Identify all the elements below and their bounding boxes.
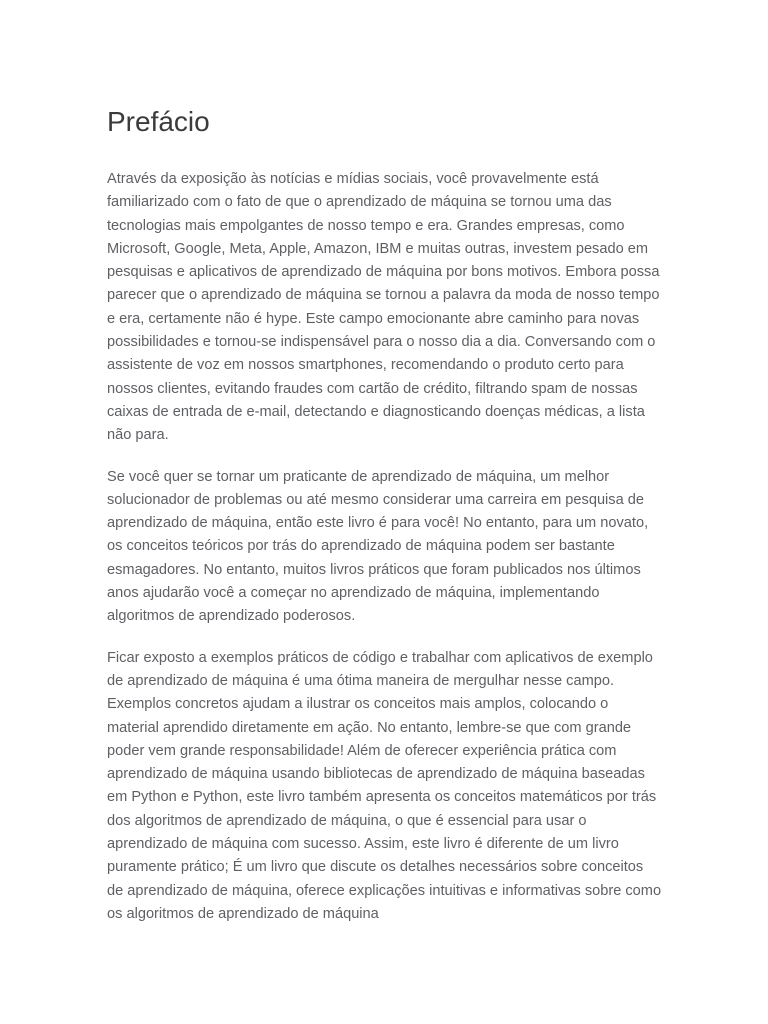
- paragraph-1: Através da exposição às notícias e mídias sociais, você provavelmente está familiarizado com o fato de que o aprendizado de máquina se tornou uma das tecnologias mais empolgantes de nosso tempo e era. Grandes empresas, como Microsoft, Google, Meta, Apple, Amazon, IBM e muitas outras, investem pesado em pesquisas e aplicativos de aprendizado de máquina por bons motivos. Embora possa parecer que o aprendizado de máquina se tornou a palavra da moda de nosso tempo e era, certamente não é hype. Este campo emocionante abre caminho para novas possibilidades e tornou-se indispensável para o nosso dia a dia. Conversando com o assistente de voz em nossos smartphones, recomendando o produto certo para nossos clientes, evitando fraudes com cartão de crédito, filtrando spam de nossas caixas de entrada de e-mail, detectando e diagnosticando doenças médicas, a lista não para.: [107, 171, 660, 444]
- document-content: [107, 100, 663, 944]
- paragraph-2: Se você quer se tornar um praticante de aprendizado de máquina, um melhor solucionador de problemas ou até mesmo considerar uma carreira em pesquisa de aprendizado de máquina, então este livro é para você! No entanto, para um novato, os conceitos teóricos por trás do aprendizado de máquina podem ser bastante esmagadores. No entanto, muitos livros práticos que foram publicados nos últimos anos ajudarão você a começar no aprendizado de máquina, implementando algoritmos de aprendizado poderosos.: [107, 468, 649, 625]
- paragraph-3: Ficar exposto a exemplos práticos de código e trabalhar com aplicativos de exemplo de aprendizado de máquina é uma ótima maneira de mergulhar nesse campo. Exemplos concretos ajudam a ilustrar os conceitos mais amplos, colocando o material aprendido diretamente em ação. No entanto, lembre-se que com grande poder vem grande responsabilidade! Além de oferecer experiência prática com aprendizado de máquina usando bibliotecas de aprendizado de máquina baseadas em Python e Python, este livro também apresenta os conceitos matemáticos por trás dos algoritmos de aprendizado de máquina, o que é essencial para usar o aprendizado de máquina com sucesso. Assim, este livro é diferente de um livro puramente prático; É um livro que discute os detalhes necessários sobre conceitos de aprendizado de máquina, oferece explicações intuitivas e informativas sobre como os algoritmos de aprendizado de máquina: [107, 649, 662, 922]
- page-title: Prefácio: [107, 106, 210, 137]
